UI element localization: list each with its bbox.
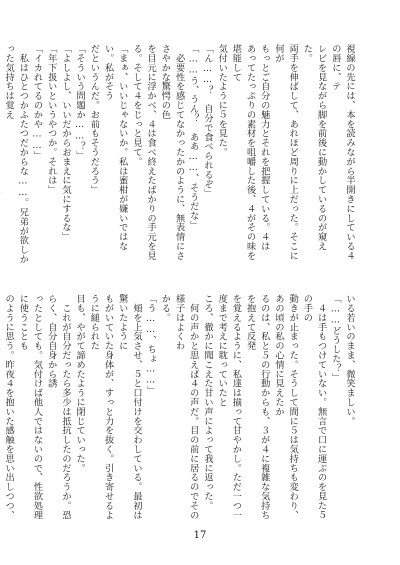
- text-line: 「ん……？ 自分で食べられるぞ」: [201, 44, 213, 198]
- page-number: 17: [193, 530, 207, 541]
- text-line: るのは、私と５の行動からも、３が４に複雑な気持ちを抱えて反発: [244, 294, 270, 520]
- text-line: 気付いたように５を見た。: [216, 44, 228, 157]
- text-line: 動きが止まった。そうして間に５は気持ちも変わり、あの頃の私の心情に見えたか: [272, 294, 299, 520]
- text-line: だというんだ。お前もそうだろう」: [88, 44, 100, 195]
- text-line: 「……どうした？」: [329, 294, 341, 383]
- text-line: を目元に浮かべ、４は食べ終えたばかりの手元を見る。そして４をじっと見て。: [130, 44, 157, 261]
- text-line: ったとしても。気付けば他人ではないので、性欲処理に使うことも: [17, 294, 43, 520]
- text-line: 頬を上気させ、５と口付けを交わしている。最初は驚いたように: [116, 294, 142, 520]
- text-line: もがいていた身体が、すっと力を抜く。引き寄せるように縋られた: [88, 294, 114, 520]
- text-line: 何の声かと思えば４の声だ。目の前に居るのでその様子はよくわ: [173, 294, 199, 520]
- text-line: 両手を伸ばして、あれほど周りに上だった。そこに何が: [272, 44, 299, 261]
- text-line: 「まぁ、いいじゃないか。私は蜜柑が嫌いではない。私がそう: [102, 44, 128, 251]
- text-line: [0, 44, 1, 269]
- text-line: 目も、やがて諦めたように閉じていった。: [74, 294, 86, 473]
- text-line: 「イカれてるのかや……」: [31, 44, 43, 161]
- text-line: のように思う。昨夜４を抱いた感触を思い出しつつ、: [3, 294, 15, 520]
- text-line: 「よしよし、いいだからおまえに気にするな」: [59, 44, 71, 242]
- text-line: を覚えるように、私達は揃って甘やかし。ただ一つ一度まで考えに耽っていたと: [216, 294, 242, 520]
- text-line: あってたっぷりの素材を咀嚼した後、４がその味を堪能して: [230, 44, 256, 261]
- text-line: いる若いのまま、微笑ましい。: [344, 294, 355, 426]
- lower-text-block: [3, 294, 356, 522]
- text-line: 必要性を感じてなかったかのように、無表情にささやかな驚愕の色: [159, 44, 185, 261]
- text-line: 視線の先には、本を読みながら半開きにしている４の唇に、テ: [329, 44, 355, 261]
- text-line: ころ、徹かに聞こえた甘い声によって我に返った。: [201, 294, 213, 511]
- text-line: レビを見ながら脚を前後に動かしているのが窺えた。: [301, 44, 327, 251]
- text-line: 「う……、ちょ……」: [145, 294, 157, 396]
- text-line: これが自分だったら多少は抵抗したのだろうか。恐らく、自分自身から誘: [45, 294, 71, 520]
- text-line: ４は手もつけていない。無言で口に運ぶのを見た５の手の: [301, 294, 327, 520]
- text-line: 「年下扱いというやつか。それは」: [45, 44, 57, 195]
- upper-text-block: [3, 44, 356, 269]
- text-line: 私はひとつかふたつだからな……。兄弟が欲しかった気持ちは覚え: [3, 44, 29, 264]
- text-line: もっとご自分の魅力とそれを把握している。４は: [258, 44, 270, 251]
- text-line: 「そういう問題か……？」: [74, 44, 86, 161]
- text-line: 「……う、うん？ ああ……、そうだな」: [187, 44, 199, 230]
- text-line: かる。: [159, 294, 171, 323]
